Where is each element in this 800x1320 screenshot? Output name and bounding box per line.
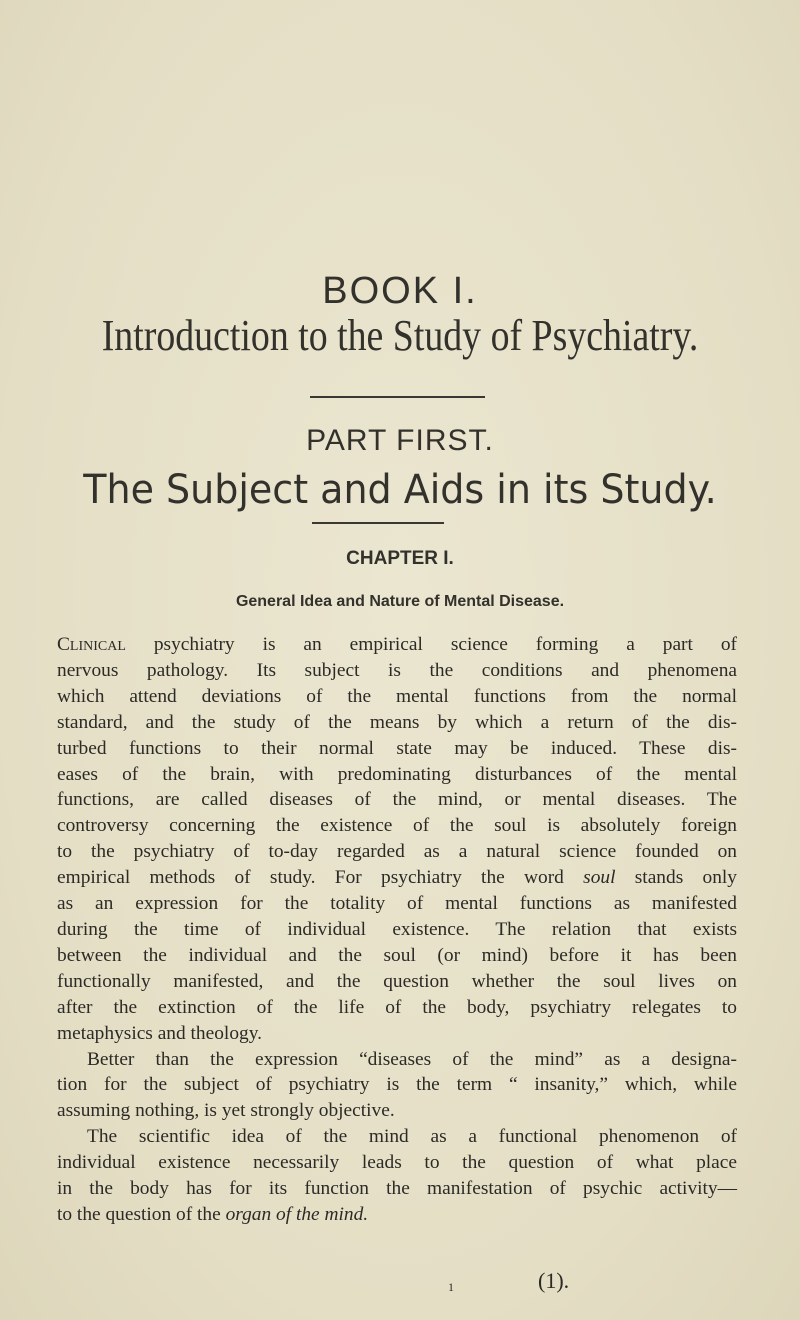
chapter-heading: CHAPTER I.	[346, 548, 454, 569]
text-line: as an expression for the totality of mental functions as manifested	[57, 893, 737, 915]
divider-rule	[310, 396, 485, 398]
text-line: which attend deviations of the mental functions from the normal	[57, 685, 737, 707]
text-line: functions, are called diseases of the mind, or mental diseases. The	[57, 789, 737, 811]
text-line: assuming nothing, is yet strongly objective.	[57, 1100, 395, 1122]
text-line: eases of the brain, with predominating disturbances of the mental	[57, 763, 737, 785]
text-line: tion for the subject of psychiatry is the term “ insanity,” which, while	[57, 1074, 737, 1096]
text-line: controversy concerning the existence of the soul is absolutely foreign	[57, 815, 737, 837]
text-line: after the extinction of the life of the body, psychiatry relegates to	[57, 996, 737, 1018]
text-line: metaphysics and theology.	[57, 1022, 262, 1044]
text-line: turbed functions to their normal state may be induced. These dis-	[57, 737, 737, 759]
text-line: nervous pathology. Its subject is the conditions and phenomena	[57, 659, 737, 681]
lead-word: Clinical	[57, 634, 126, 655]
text-line: individual existence necessarily leads to the question of what place	[57, 1152, 737, 1174]
text-line: to the question of the organ of the mind.	[57, 1203, 369, 1225]
chapter-title: General Idea and Nature of Mental Disease.	[235, 593, 565, 610]
text-line: to the psychiatry of to-day regarded as a natural science founded on	[57, 841, 737, 863]
book-title: Introduction to the Study of Psychiatry.	[101, 311, 699, 360]
text-line: functionally manifested, and the question whether the soul lives on	[57, 970, 737, 992]
body-text	[57, 632, 737, 1228]
part-title: The Subject and Aids in its Study.	[83, 467, 717, 513]
part-heading: PART FIRST.	[306, 424, 494, 457]
text-line: during the time of individual existence. The relation that exists	[57, 918, 737, 940]
divider-rule	[312, 522, 444, 524]
page-number: (1).	[538, 1268, 570, 1293]
italic-phrase: organ of the mind.	[225, 1203, 369, 1225]
text-line: The scientific idea of the mind as a functional phenomenon of	[87, 1126, 737, 1148]
text-line: Better than the expression “diseases of the mind” as a designa-	[87, 1048, 737, 1070]
text-line: in the body has for its function the manifestation of psychic activity—	[57, 1178, 737, 1200]
italic-word: soul	[583, 867, 616, 889]
signature-mark: 1	[448, 1280, 454, 1294]
text-line: standard, and the study of the means by which a return of the dis-	[57, 711, 737, 733]
book-heading: BOOK I.	[322, 270, 478, 312]
text-line: Clinical psychiatry is an empirical science forming a part of	[57, 634, 737, 655]
text-line: between the individual and the soul (or mind) before it has been	[57, 944, 737, 966]
text-line: empirical methods of study. For psychiatry the word soul stands only	[57, 867, 737, 889]
